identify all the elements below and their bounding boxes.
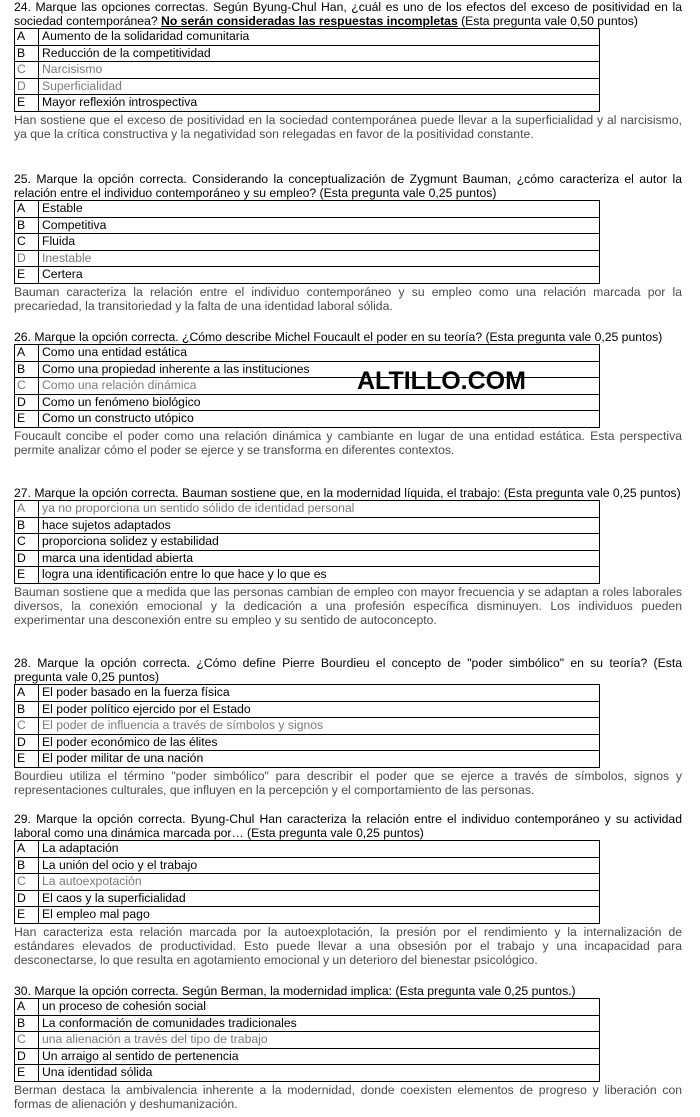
option-text: hace sujetos adaptados (39, 517, 600, 534)
option-row (15, 45, 600, 62)
question-block (14, 656, 682, 797)
question-warning: No serán consideradas las respuestas incompletas (161, 14, 458, 28)
option-text: El poder basado en la fuerza física (39, 685, 600, 702)
question-points: (Esta pregunta vale 0,50 puntos) (457, 14, 638, 28)
option-letter: B (15, 1015, 39, 1032)
option-text: La unión del ocio y el trabajo (39, 857, 600, 874)
option-row (15, 734, 600, 751)
option-row (15, 234, 600, 251)
options-table (14, 500, 600, 584)
option-row (15, 567, 600, 584)
options-table (14, 684, 600, 768)
options-table (14, 840, 600, 924)
option-row (15, 701, 600, 718)
option-text: Aumento de la solidaridad comunitaria (39, 29, 600, 46)
question-prompt: 26. Marque la opción correcta. ¿Cómo describe Michel Foucault el poder en su teoría? (Esta pregunta vale 0,25 puntos) (14, 330, 663, 344)
option-row (15, 1032, 600, 1049)
watermark-logo: ALTILLO.COM (357, 367, 526, 395)
option-letter: D (15, 78, 39, 95)
option-letter: A (15, 685, 39, 702)
option-text: Como una entidad estática (39, 345, 600, 362)
option-letter: A (15, 841, 39, 858)
option-letter: D (15, 250, 39, 267)
option-row (15, 394, 600, 411)
option-letter: E (15, 567, 39, 584)
option-text: El poder de influencia a través de símbolos y signos (39, 718, 600, 735)
option-row (15, 907, 600, 924)
answer-explanation: Han caracteriza esta relación marcada por la autoexplotación, la presión por el rendimiento y la internalización de estándares elevados de productividad. Esto puede llevar a una obsesión por el trabajo y una incapacidad para desconectarse, lo que resulta en agotamiento emocional y un deterioro del bienestar psicológico. (14, 924, 682, 967)
option-text: Mayor reflexión introspectiva (39, 95, 600, 112)
option-text: Competitiva (39, 217, 600, 234)
option-letter: C (15, 718, 39, 735)
question-text (14, 656, 682, 684)
option-text: Una identidad sólida (39, 1065, 600, 1082)
answer-explanation: Berman destaca la ambivalencia inherente a la modernidad, donde coexisten elementos de progreso y liberación con formas de alienación y deshumanización. (14, 1082, 682, 1111)
option-text: logra una identificación entre lo que hace y lo que es (39, 567, 600, 584)
question-prompt: 27. Marque la opción correcta. Bauman sostiene que, en la modernidad líquida, el trabajo: (Esta pregunta vale 0,25 puntos) (14, 486, 681, 500)
option-letter: C (15, 234, 39, 251)
option-letter: D (15, 394, 39, 411)
option-row (15, 201, 600, 218)
option-text: El caos y la superficialidad (39, 890, 600, 907)
option-letter: D (15, 734, 39, 751)
option-text: El poder político ejercido por el Estado (39, 701, 600, 718)
option-row (15, 267, 600, 284)
option-text: Reducción de la competitividad (39, 45, 600, 62)
options-table (14, 200, 600, 284)
option-letter: E (15, 751, 39, 768)
option-row (15, 29, 600, 46)
option-row (15, 378, 600, 395)
option-row (15, 411, 600, 428)
option-letter: B (15, 361, 39, 378)
option-letter: C (15, 534, 39, 551)
option-letter: A (15, 999, 39, 1016)
option-row (15, 751, 600, 768)
option-row (15, 250, 600, 267)
question-block (14, 172, 682, 313)
option-letter: E (15, 1065, 39, 1082)
option-letter: C (15, 378, 39, 395)
option-letter: A (15, 345, 39, 362)
option-letter: B (15, 517, 39, 534)
question-block (14, 812, 682, 967)
option-row (15, 550, 600, 567)
option-text: ya no proporciona un sentido sólido de identidad personal (39, 501, 600, 518)
option-row (15, 62, 600, 79)
answer-explanation: Bourdieu utiliza el término "poder simbólico" para describir el poder que se ejerce a través de símbolos, signos y representaciones culturales, que influyen en la percepción y el comportamiento de las personas. (14, 768, 682, 797)
option-letter: B (15, 45, 39, 62)
option-row (15, 1048, 600, 1065)
option-text: El poder económico de las élites (39, 734, 600, 751)
question-block (14, 984, 682, 1111)
option-letter: D (15, 550, 39, 567)
option-row (15, 517, 600, 534)
option-text: Como una propiedad inherente a las instituciones (39, 361, 600, 378)
option-row (15, 874, 600, 891)
question-block (14, 0, 682, 141)
option-text: Estable (39, 201, 600, 218)
answer-explanation: Han sostiene que el exceso de positividad en la sociedad contemporánea puede llevar a la superficialidad y al narcisismo, ya que la crítica constructiva y la negatividad son relegadas en favor de la positividad constante. (14, 112, 682, 141)
options-table (14, 344, 600, 428)
question-block (14, 330, 682, 457)
question-prompt: 24. Marque las opciones correctas. Según Byung-Chul Han, ¿cuál es uno de los efectos del exceso de positividad en la sociedad contemporánea? (14, 0, 682, 28)
option-letter: C (15, 874, 39, 891)
option-letter: D (15, 890, 39, 907)
answer-explanation: Foucault concibe el poder como una relación dinámica y cambiante en lugar de una entidad estática. Esta perspectiva permite analizar cómo el poder se ejerce y se transforma en diferentes contextos. (14, 428, 682, 457)
option-text: proporciona solidez y estabilidad (39, 534, 600, 551)
option-row (15, 999, 600, 1016)
option-text: Superficialidad (39, 78, 600, 95)
option-letter: E (15, 411, 39, 428)
option-row (15, 718, 600, 735)
option-row (15, 1015, 600, 1032)
option-row (15, 501, 600, 518)
option-text: Como un fenómeno biológico (39, 394, 600, 411)
question-text (14, 812, 682, 840)
option-letter: D (15, 1048, 39, 1065)
option-row (15, 217, 600, 234)
option-letter: B (15, 857, 39, 874)
option-text: un proceso de cohesión social (39, 999, 600, 1016)
option-letter: E (15, 95, 39, 112)
option-text: La conformación de comunidades tradicionales (39, 1015, 600, 1032)
options-table (14, 998, 600, 1082)
answer-explanation: Bauman caracteriza la relación entre el individuo contemporáneo y su empleo como una relación marcada por la precariedad, la transitoriedad y la falta de una identidad laboral sólida. (14, 284, 682, 313)
option-row (15, 534, 600, 551)
question-prompt: 30. Marque la opción correcta. Según Berman, la modernidad implica: (Esta pregunta vale 0,25 puntos.) (14, 984, 576, 998)
question-text (14, 486, 682, 500)
option-text: El empleo mal pago (39, 907, 600, 924)
option-text: una alienación a través del tipo de trabajo (39, 1032, 600, 1049)
option-row (15, 685, 600, 702)
option-text: La adaptación (39, 841, 600, 858)
option-letter: C (15, 1032, 39, 1049)
option-row (15, 345, 600, 362)
question-block (14, 486, 682, 627)
option-text: La autoexpotación (39, 874, 600, 891)
option-letter: E (15, 267, 39, 284)
options-table (14, 28, 600, 112)
option-row (15, 857, 600, 874)
option-letter: B (15, 217, 39, 234)
option-text: marca una identidad abierta (39, 550, 600, 567)
question-text (14, 0, 682, 28)
option-text: Fluida (39, 234, 600, 251)
option-row (15, 78, 600, 95)
option-text: Como un constructo utópico (39, 411, 600, 428)
question-text (14, 330, 682, 344)
option-letter: C (15, 62, 39, 79)
question-prompt: 25. Marque la opción correcta. Considerando la conceptualización de Zygmunt Bauman, ¿cómo caracteriza el autor la relación entre el individuo contemporáneo y su empleo? (Esta pregunta vale 0,25 puntos) (14, 172, 682, 200)
question-text (14, 984, 682, 998)
question-text (14, 172, 682, 200)
option-letter: A (15, 29, 39, 46)
option-letter: B (15, 701, 39, 718)
option-row (15, 1065, 600, 1082)
option-text: El poder militar de una nación (39, 751, 600, 768)
option-text: Inestable (39, 250, 600, 267)
option-text: Narcisismo (39, 62, 600, 79)
option-row (15, 890, 600, 907)
option-row (15, 361, 600, 378)
option-letter: A (15, 501, 39, 518)
option-letter: A (15, 201, 39, 218)
option-text: Un arraigo al sentido de pertenencia (39, 1048, 600, 1065)
option-text: Certera (39, 267, 600, 284)
option-text: Como una relación dinámica (39, 378, 600, 395)
question-prompt: 28. Marque la opción correcta. ¿Cómo define Pierre Bourdieu el concepto de "poder simbólico" en su teoría? (Esta pregunta vale 0,25 puntos) (14, 656, 682, 684)
answer-explanation: Bauman sostiene que a medida que las personas cambian de empleo con mayor frecuencia y se adaptan a roles laborales diversos, la conexión emocional y la dedicación a una profesión específica disminuyen. Los individuos pueden experimentar una desconexión entre su empleo y su sentido de autoconcepto. (14, 584, 682, 627)
option-letter: E (15, 907, 39, 924)
option-row (15, 95, 600, 112)
question-prompt: 29. Marque la opción correcta. Byung-Chul Han caracteriza la relación entre el individuo contemporáneo y su actividad laboral como una dinámica marcada por… (Esta pregunta vale 0,25 puntos) (14, 812, 682, 840)
option-row (15, 841, 600, 858)
